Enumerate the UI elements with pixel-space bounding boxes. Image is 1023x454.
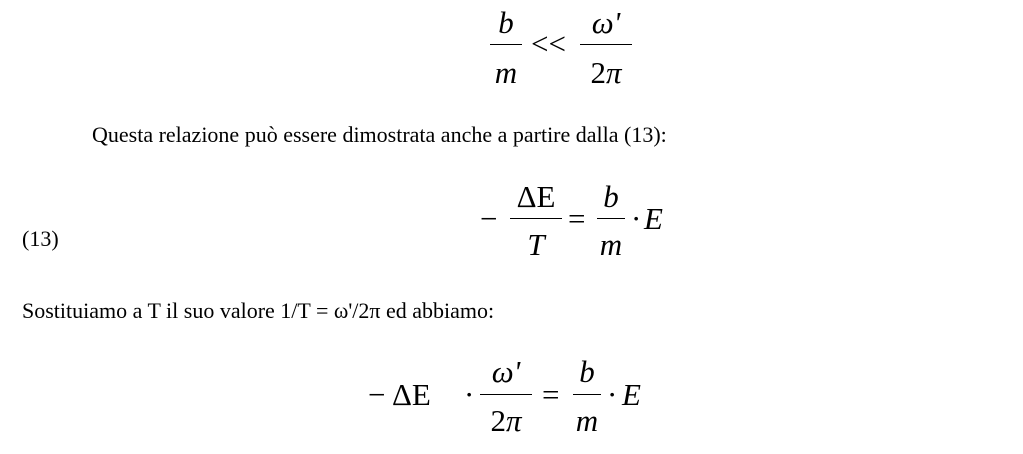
eq1-den-coef: 2	[590, 55, 606, 90]
equation-13-label: (13)	[22, 226, 59, 251]
eq3-delta-e: ΔE	[392, 377, 431, 412]
eq3-den-pi: π	[505, 403, 522, 438]
eq13-denominator-m: m	[599, 227, 623, 262]
eq1-denominator-2pi	[578, 56, 634, 90]
eq3-den-coef: 2	[490, 403, 506, 438]
eq13-numerator-b: b	[603, 179, 619, 214]
eq1-fraction-bar-right	[580, 44, 632, 45]
eq3-multiplication-dot-2: ·	[607, 377, 618, 412]
eq3-fraction-bar-middle	[480, 394, 532, 395]
paragraph-sostituiamo: Sostituiamo a T il suo valore 1/T = ω'/2π ed abbiamo:	[22, 298, 495, 323]
eq1-numerator-b: b	[498, 5, 514, 40]
eq13-denominator-t: T	[527, 227, 545, 262]
eq3-fraction-bar-right	[573, 394, 601, 395]
eq3-energy-e: E	[622, 377, 641, 412]
eq13-fraction-bar-right	[597, 218, 625, 219]
eq3-equals: =	[542, 377, 560, 412]
eq1-fraction-bar-left	[490, 44, 522, 45]
eq1-much-less-than: <<	[531, 26, 566, 61]
eq1-numerator-omega-prime: ω'	[591, 5, 621, 40]
equation-substituted	[0, 345, 1023, 454]
eq3-denominator-m: m	[575, 403, 599, 438]
eq3-numerator-omega-prime: ω'	[491, 354, 521, 389]
eq1-denominator-m: m	[494, 55, 518, 90]
eq3-minus: −	[368, 377, 386, 412]
eq3-denominator-2pi	[478, 404, 534, 438]
eq1-den-pi: π	[605, 55, 622, 90]
paragraph-questa-relazione: Questa relazione può essere dimostrata anche a partire dalla (13):	[92, 122, 667, 147]
equation-13	[0, 170, 1023, 270]
eq13-equals: =	[568, 201, 586, 236]
eq13-delta-e-text: ΔE	[516, 179, 556, 214]
eq3-numerator-b: b	[579, 354, 595, 389]
eq13-fraction-bar-left	[510, 218, 562, 219]
eq13-multiplication-dot: ·	[631, 201, 642, 236]
equation-b-over-m-much-less	[0, 0, 1023, 110]
eq13-numerator-delta-e	[506, 180, 566, 214]
eq3-multiplication-dot-1: ·	[464, 377, 475, 412]
eq13-minus: −	[480, 201, 498, 236]
eq13-energy-e: E	[644, 201, 663, 236]
